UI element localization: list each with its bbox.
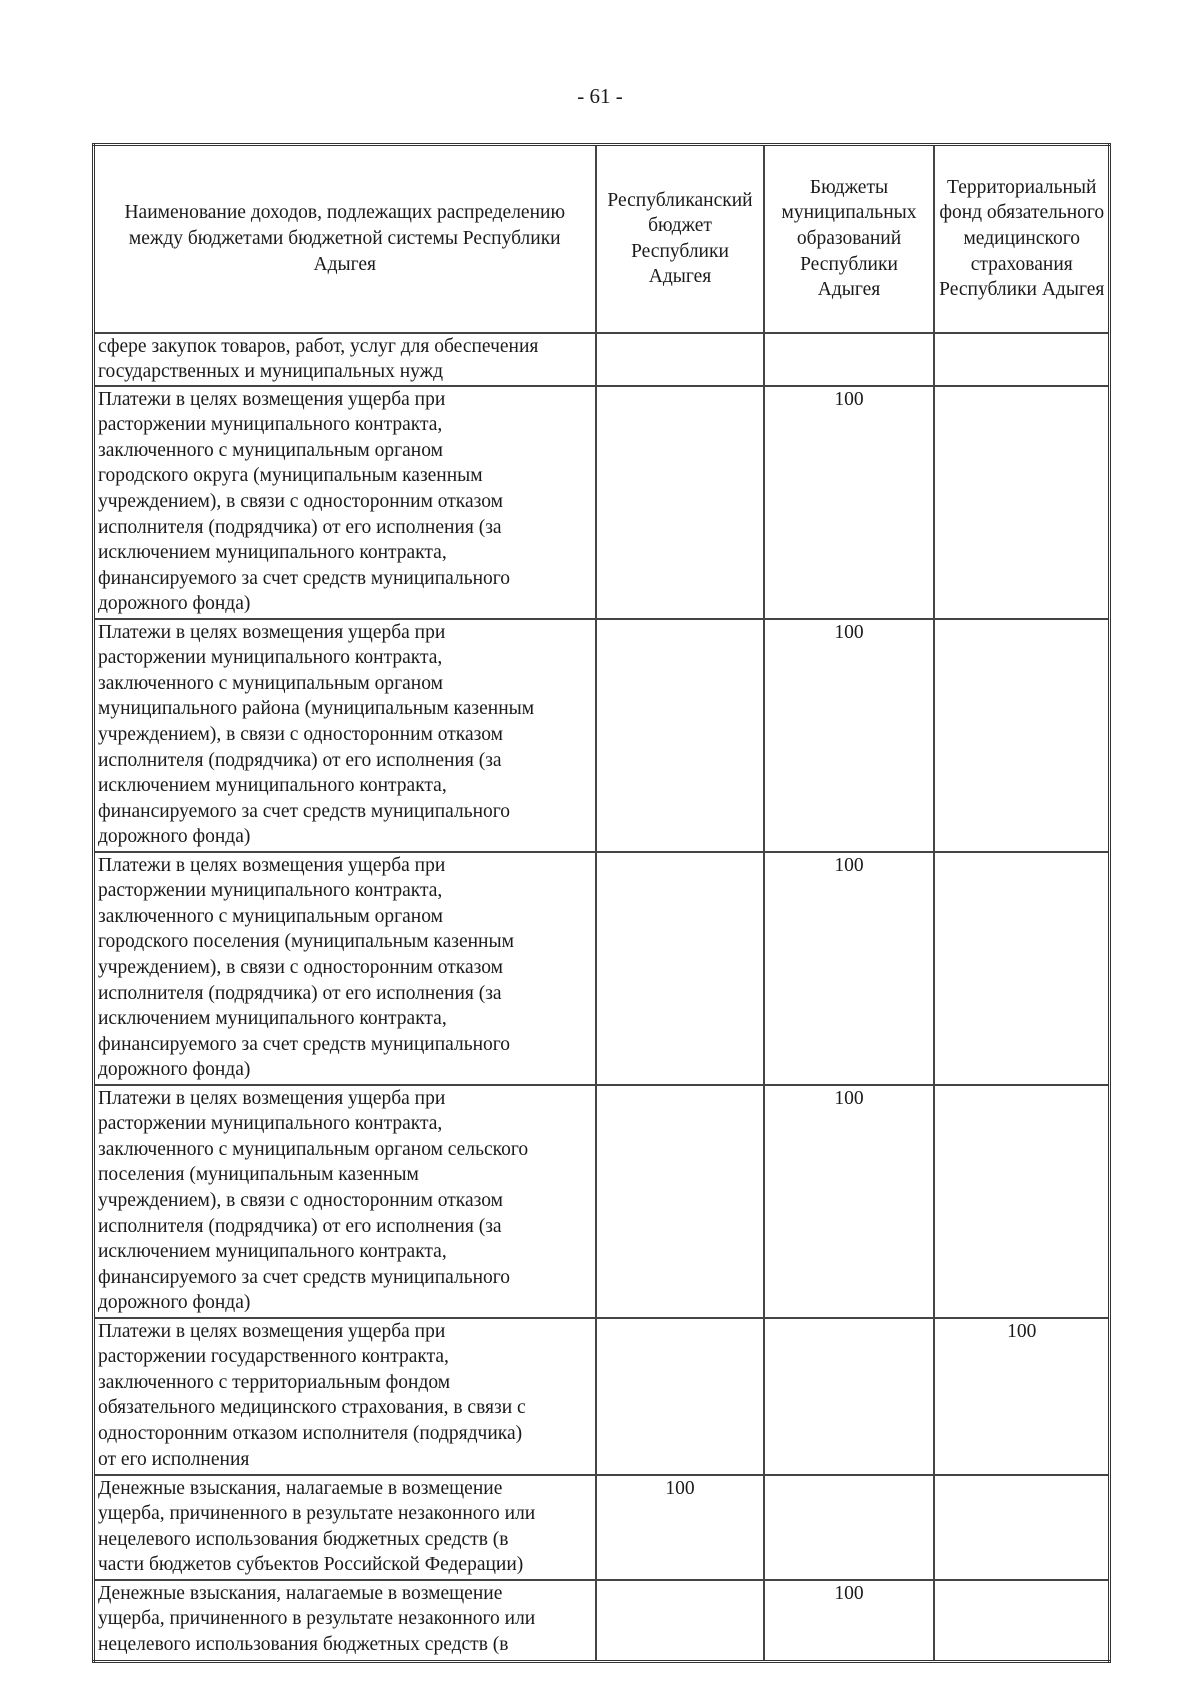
republic-share-cell: [596, 1318, 764, 1475]
municipal-share-cell: [764, 1318, 934, 1475]
table-row: [94, 1318, 1110, 1475]
table-header-row: [94, 145, 1110, 333]
republic-share-cell: [596, 333, 764, 386]
municipal-share-cell: 100: [764, 386, 934, 619]
revenue-name-cell: сфере закупок товаров, работ, услуг для обеспечения государственных и муниципальных нужд: [94, 333, 596, 386]
table-row: [94, 619, 1110, 852]
fund-share-cell: 100: [934, 1318, 1110, 1475]
revenue-name-cell: Платежи в целях возмещения ущерба при расторжении муниципального контракта, заключенного с муниципальным органом сельского поселения (муниципальным казенным учреждением), в связи с односторонним отказом исполнителя (подрядчика) от его исполнения (за исключением муниципального контракта, финансируемого за счет средств муниципального дорожного фонда): [94, 1085, 596, 1318]
fund-share-cell: [934, 1475, 1110, 1580]
revenue-name-cell: Денежные взыскания, налагаемые в возмещение ущерба, причиненного в результате незаконного или нецелевого использования бюджетных средств (в части бюджетов субъектов Российской Федерации): [94, 1475, 596, 1580]
republic-share-cell: [596, 386, 764, 619]
municipal-share-cell: 100: [764, 852, 934, 1085]
header-health-fund: Территориальный фонд обязательного медицинского страхования Республики Адыгея: [934, 145, 1110, 333]
municipal-share-cell: 100: [764, 619, 934, 852]
header-municipal-budgets: Бюджеты муниципальных образований Республики Адыгея: [764, 145, 934, 333]
revenue-name-cell: Платежи в целях возмещения ущерба при расторжении муниципального контракта, заключенного с муниципальным органом городского округа (муниципальным казенным учреждением), в связи с односторонним отказом исполнителя (подрядчика) от его исполнения (за исключением муниципального контракта, финансируемого за счет средств муниципального дорожного фонда): [94, 386, 596, 619]
header-revenue-name: Наименование доходов, подлежащих распределению между бюджетами бюджетной системы Республики Адыгея: [94, 145, 596, 333]
revenue-name-cell: Платежи в целях возмещения ущерба при расторжении муниципального контракта, заключенного с муниципальным органом городского поселения (муниципальным казенным учреждением), в связи с односторонним отказом исполнителя (подрядчика) от его исполнения (за исключением муниципального контракта, финансируемого за счет средств муниципального дорожного фонда): [94, 852, 596, 1085]
table-row: [94, 1475, 1110, 1580]
table-row: [94, 333, 1110, 386]
republic-share-cell: [596, 1085, 764, 1318]
municipal-share-cell: 100: [764, 1085, 934, 1318]
table-row: [94, 852, 1110, 1085]
republic-share-cell: 100: [596, 1475, 764, 1580]
municipal-share-cell: [764, 333, 934, 386]
municipal-share-cell: 100: [764, 1580, 934, 1662]
republic-share-cell: [596, 1580, 764, 1662]
revenue-name-cell: Платежи в целях возмещения ущерба при расторжении государственного контракта, заключенного с территориальным фондом обязательного медицинского страхования, в связи с односторонним отказом исполнителя (подрядчика) от его исполнения: [94, 1318, 596, 1475]
page-number: - 61 -: [577, 84, 623, 108]
revenue-name-cell: Денежные взыскания, налагаемые в возмещение ущерба, причиненного в результате незаконного или нецелевого использования бюджетных средств (в: [94, 1580, 596, 1662]
revenue-name-cell: Платежи в целях возмещения ущерба при расторжении муниципального контракта, заключенного с муниципальным органом муниципального района (муниципальным казенным учреждением), в связи с односторонним отказом исполнителя (подрядчика) от его исполнения (за исключением муниципального контракта, финансируемого за счет средств муниципального дорожного фонда): [94, 619, 596, 852]
table-row: [94, 386, 1110, 619]
fund-share-cell: [934, 386, 1110, 619]
table-row: [94, 1085, 1110, 1318]
fund-share-cell: [934, 852, 1110, 1085]
fund-share-cell: [934, 619, 1110, 852]
header-republic-budget: Республиканский бюджет Республики Адыгея: [596, 145, 764, 333]
republic-share-cell: [596, 852, 764, 1085]
table-row: [94, 1580, 1110, 1662]
fund-share-cell: [934, 1580, 1110, 1662]
fund-share-cell: [934, 333, 1110, 386]
fund-share-cell: [934, 1085, 1110, 1318]
revenue-distribution-table: [92, 143, 1111, 1663]
republic-share-cell: [596, 619, 764, 852]
municipal-share-cell: [764, 1475, 934, 1580]
